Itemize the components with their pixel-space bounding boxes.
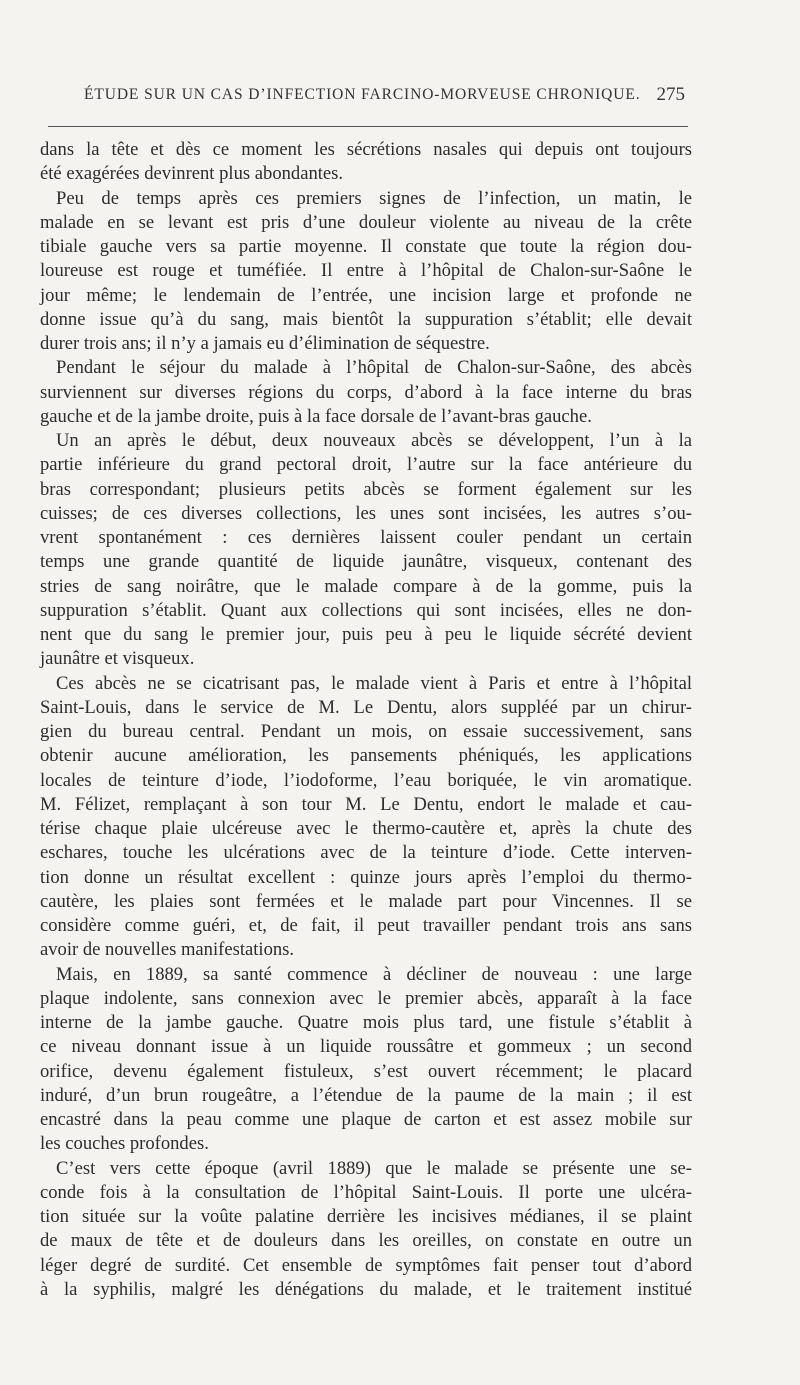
text-line: léger degré de surdité. Cet ensemble de symptômes fait penser tout d’abord: [40, 1254, 692, 1276]
text-line: encastré dans la peau comme une plaque de carton et est assez mobile sur: [40, 1109, 692, 1130]
text-line: eschares, touche les ulcérations avec de la teinture d’iode. Cette interven-: [40, 842, 692, 864]
text-line: nent que du sang le premier jour, puis peu à peu le liquide sécrété devient: [40, 624, 692, 645]
text-line: partie inférieure du grand pectoral droit, l’autre sur la face antérieure du: [40, 454, 692, 476]
text-line: gauche et de la jambe droite, puis à la face dorsale de l’avant-bras gauche.: [40, 405, 592, 427]
text-line: à la syphilis, malgré les dénégations du malade, et le traitement institué: [40, 1278, 692, 1300]
text-line: Un an après le début, deux nouveaux abcès se développent, l’un à la: [56, 430, 692, 451]
text-line: C’est vers cette époque (avril 1889) que le malade se présente une se-: [56, 1157, 692, 1179]
text-line: donne issue qu’à du sang, mais bientôt la suppuration s’établit; elle devait: [40, 308, 692, 330]
text-line: de maux de tête et de douleurs dans les oreilles, on constate en outre un: [40, 1230, 692, 1252]
text-line: induré, d’un brun rougeâtre, a l’étendue de la paume de la main ; il est: [40, 1084, 692, 1106]
text-line: vrent spontanément : ces dernières laissent couler pendant un certain: [40, 527, 692, 548]
text-line: Saint-Louis, dans le service de M. Le Dentu, alors suppléé par un chirur-: [40, 696, 692, 718]
text-line: temps une grande quantité de liquide jaunâtre, visqueux, contenant des: [40, 551, 692, 573]
text-line: M. Félizet, remplaçant à son tour M. Le Dentu, endort le malade et cau-: [40, 793, 692, 815]
text-line: considère comme guéri, et, de fait, il peut travailler pendant trois ans sans: [40, 915, 692, 936]
text-line: les couches profondes.: [40, 1133, 209, 1155]
text-line: obtenir aucune amélioration, les pansements phéniqués, les applications: [40, 745, 692, 767]
text-line: durer trois ans; il n’y a jamais eu d’élimination de séquestre.: [40, 333, 490, 354]
running-head: [60, 82, 685, 110]
text-line: tion située sur la voûte palatine derrière les incisives médianes, il se plaint: [40, 1206, 692, 1227]
text-line: térise chaque plaie ulcéreuse avec le thermo-cautère et, après la chute des: [40, 818, 692, 839]
text-line: dans la tête et dès ce moment les sécrétions nasales qui depuis ont toujours: [40, 139, 692, 160]
text-line: interne de la jambe gauche. Quatre mois plus tard, une fistule s’établit à: [40, 1012, 692, 1033]
text-line: malade en se levant est pris d’une douleur violente au niveau de la crête: [40, 211, 692, 233]
text-line: stries de sang noirâtre, que le malade compare à de la gomme, puis la: [40, 575, 692, 597]
text-line: cuisses; de ces diverses collections, les unes sont incisées, les autres s’ou-: [40, 502, 692, 524]
text-line: tion donne un résultat excellent : quinze jours après l’emploi du thermo-: [40, 866, 692, 888]
text-line: bras correspondant; plusieurs petits abcès se forment également sur les: [40, 478, 692, 500]
text-line: Peu de temps après ces premiers signes de l’infection, un matin, le: [56, 187, 692, 209]
text-line: jaunâtre et visqueux.: [40, 648, 195, 670]
text-line: plaque indolente, sans connexion avec le premier abcès, apparaît à la face: [40, 987, 692, 1009]
text-line: conde fois à la consultation de l’hôpital Saint-Louis. Il porte une ulcéra-: [40, 1181, 692, 1203]
text-line: tibiale gauche vers sa partie moyenne. Il constate que toute la région dou-: [40, 236, 692, 257]
text-line: avoir de nouvelles manifestations.: [40, 939, 295, 961]
text-line: cautère, les plaies sont fermées et le malade part pour Vincennes. Il se: [40, 890, 692, 912]
text-line: Ces abcès ne se cicatrisant pas, le malade vient à Paris et entre à l’hôpital: [56, 672, 692, 694]
text-line: surviennent sur diverses régions du corps, d’abord à la face interne du bras: [40, 381, 692, 403]
header-rule: [48, 126, 688, 127]
text-line: locales de teinture d’iode, l’iodoforme, l’eau boriquée, le vin aromatique.: [40, 769, 692, 791]
text-line: suppuration s’établit. Quant aux collections qui sont incisées, elles ne don-: [40, 599, 692, 621]
text-line: gien du bureau central. Pendant un mois, on essaie successivement, sans: [40, 721, 692, 742]
text-line: été exagérées devinrent plus abondantes.: [40, 163, 344, 185]
text-line: jour même; le lendemain de l’entrée, une incision large et profonde ne: [40, 284, 692, 306]
page-number: 275: [656, 84, 685, 105]
text-line: Pendant le séjour du malade à l’hôpital de Chalon-sur-Saône, des abcès: [56, 357, 692, 379]
text-line: Mais, en 1889, sa santé commence à décliner de nouveau : une large: [56, 963, 692, 985]
body-text: [40, 138, 692, 1302]
text-line: loureuse est rouge et tuméfiée. Il entre à l’hôpital de Chalon-sur-Saône le: [40, 260, 692, 282]
text-line: ce niveau donnant issue à un liquide roussâtre et gommeux ; un second: [40, 1036, 692, 1058]
text-line: orifice, devenu également fistuleux, s’est ouvert récemment; le placard: [40, 1060, 692, 1082]
running-title: ÉTUDE SUR UN CAS D’INFECTION FARCINO-MORVEUSE CHRONIQUE.: [84, 86, 641, 103]
